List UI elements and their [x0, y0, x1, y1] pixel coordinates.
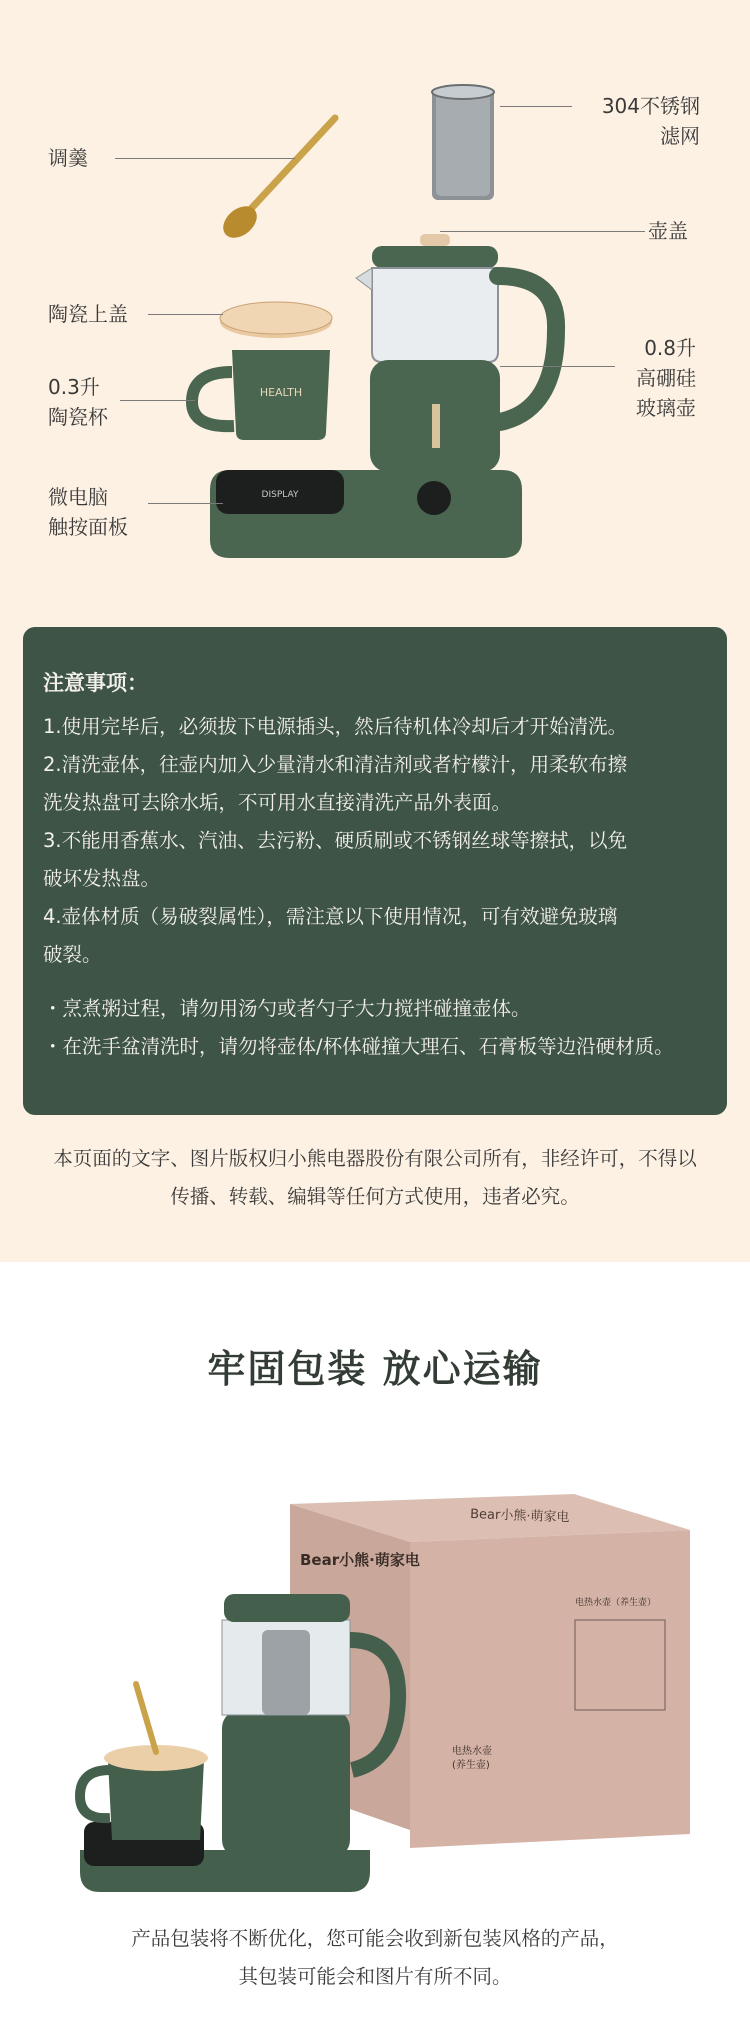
spoon-image	[217, 118, 335, 244]
callout-pot	[600, 333, 696, 423]
callout-ceramic-lid: 陶瓷上盖	[48, 302, 128, 326]
cup-leader-line	[120, 400, 195, 401]
strainer-leader-line	[500, 106, 572, 107]
svg-text:电热水壶（养生壶）: 电热水壶（养生壶）	[575, 1598, 657, 1608]
callout-panel	[48, 482, 128, 542]
callout-panel-line1: 微电脑	[48, 485, 108, 509]
svg-text:Bear小熊·萌家电: Bear小熊·萌家电	[300, 1551, 420, 1569]
notice-line: 洗发热盘可去除水垢，不可用水直接清洗产品外表面。	[43, 791, 512, 814]
spoon-leader-line	[115, 158, 295, 159]
kettle-lid-image	[372, 234, 498, 268]
callout-cup-line2: 陶瓷杯	[48, 405, 108, 429]
callout-lid: 壶盖	[648, 219, 688, 243]
notice-bullet: ・烹煮粥过程，请勿用汤勺或者勺子大力搅拌碰撞壶体。	[43, 997, 531, 1020]
packaging-caption	[0, 1920, 750, 1996]
notice-line: 1.使用完毕后，必须拔下电源插头，然后待机体冷却后才开始清洗。	[43, 715, 628, 738]
notice-box	[23, 627, 727, 1115]
callout-pot-line2: 高硼硅	[636, 366, 696, 390]
svg-text:DISPLAY: DISPLAY	[261, 490, 299, 500]
notice-line: 2.清洗壶体，往壶内加入少量清水和清洁剂或者柠檬汁，用柔软布擦	[43, 753, 628, 776]
packaging-caption-line2: 其包装可能会和图片有所不同。	[238, 1965, 512, 1988]
svg-text:(养生壶): (养生壶)	[452, 1760, 490, 1771]
packaging-caption-line1: 产品包装将不断优化，您可能会收到新包装风格的产品，	[131, 1927, 619, 1950]
copyright-line2: 传播、转载、编辑等任何方式使用，违者必究。	[170, 1185, 580, 1208]
base-image	[210, 470, 522, 558]
notice-title: 注意事项：	[43, 671, 148, 695]
callout-panel-line2: 触按面板	[48, 515, 128, 539]
ceramic-lid-leader-line	[148, 314, 223, 315]
notice-line: 破坏发热盘。	[43, 867, 161, 890]
notice-line: 3.不能用香蕉水、汽油、去污粉、硬质刷或不锈钢丝球等擦拭，以免	[43, 829, 628, 852]
callout-pot-line3: 玻璃壶	[636, 396, 696, 420]
callout-cup	[48, 372, 108, 432]
callout-pot-line1: 0.8升	[644, 336, 696, 360]
callout-cup-line1: 0.3升	[48, 375, 100, 399]
notice-bullet: ・在洗手盆清洗时，请勿将壶体/杯体碰撞大理石、石膏板等边沿硬材质。	[43, 1035, 674, 1058]
callout-strainer	[580, 91, 700, 151]
svg-text:电热水壶: 电热水壶	[452, 1746, 492, 1757]
svg-text:HEALTH: HEALTH	[259, 386, 303, 399]
pot-leader-line	[500, 366, 615, 367]
ceramic-lid-image	[220, 302, 332, 338]
callout-strainer-line1: 304不锈钢	[601, 94, 700, 118]
callout-spoon: 调羹	[48, 146, 88, 170]
strainer-image	[432, 85, 494, 200]
copyright-line1: 本页面的文字、图片版权归小熊电器股份有限公司所有，非经许可，不得以	[53, 1147, 697, 1170]
packaging-illustration	[0, 1470, 750, 1910]
packaging-title: 牢固包装 放心运输	[207, 1347, 543, 1391]
callout-strainer-line2: 滤网	[660, 124, 700, 148]
kettle-image	[356, 268, 556, 472]
notice-line: 4.壶体材质（易破裂属性），需注意以下使用情况，可有效避免玻璃	[43, 905, 618, 928]
notice-line: 破裂。	[43, 943, 102, 966]
copyright-text	[0, 1140, 750, 1216]
panel-leader-line	[148, 503, 223, 504]
cup-image	[192, 350, 330, 440]
svg-text:Bear小熊·萌家电: Bear小熊·萌家电	[469, 1507, 570, 1526]
lid-leader-line	[440, 231, 645, 232]
